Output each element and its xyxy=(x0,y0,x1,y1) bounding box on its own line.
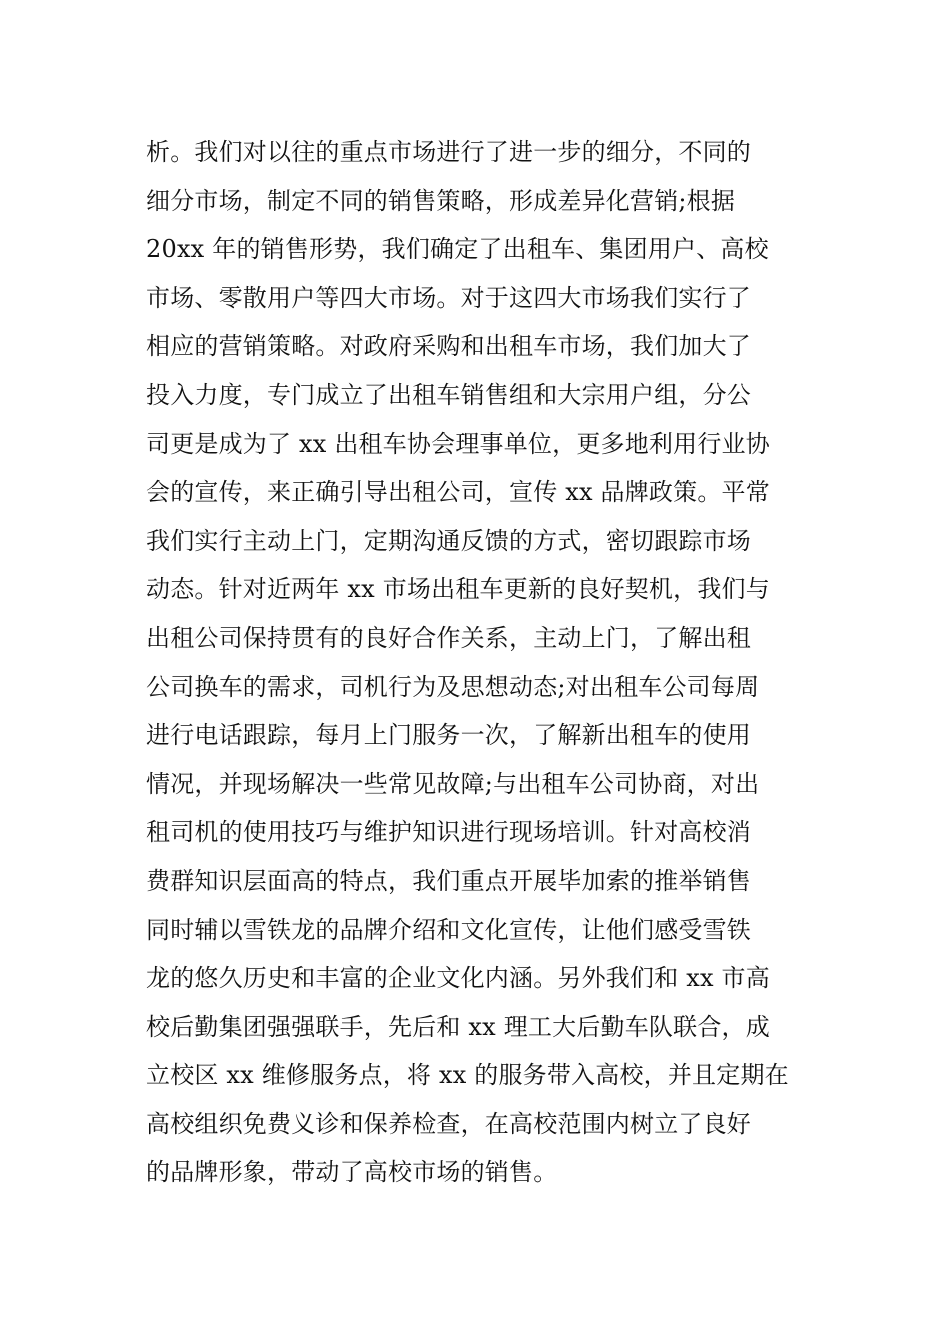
text-line: 司更是成为了 xx 出租车协会理事单位，更多地利用行业协 xyxy=(146,429,770,458)
text-line: 析。我们对以往的重点市场进行了进一步的细分，不同的 xyxy=(146,138,751,166)
text-line: 投入力度，专门成立了出租车销售组和大宗用户组，分公 xyxy=(146,380,751,409)
text-line: 会的宣传，来正确引导出租公司，宣传 xx 品牌政策。平常 xyxy=(146,478,770,507)
text-line: 情况，并现场解决一些常见故障;与出租车公司协商，对出 xyxy=(146,769,760,798)
text-line: 立校区 xx 维修服务点，将 xx 的服务带入高校，并且定期在 xyxy=(146,1061,789,1090)
text-line: 动态。针对近两年 xx 市场出租车更新的良好契机，我们与 xyxy=(146,575,770,604)
text-line: 我们实行主动上门，定期沟通反馈的方式，密切跟踪市场 xyxy=(146,526,751,555)
text-line: 市场、零散用户等四大市场。对于这四大市场我们实行了 xyxy=(146,283,751,312)
text-line: 的品牌形象，带动了高校市场的销售。 xyxy=(146,1158,558,1187)
text-line: 20xx 年的销售形势，我们确定了出租车、集团用户、高校 xyxy=(146,235,769,264)
text-line: 校后勤集团强强联手，先后和 xx 理工大后勤车队联合，成 xyxy=(146,1012,770,1041)
text-line: 相应的营销策略。对政府采购和出租车市场，我们加大了 xyxy=(146,332,751,361)
text-line: 同时辅以雪铁龙的品牌介绍和文化宣传，让他们感受雪铁 xyxy=(146,915,751,944)
text-line: 进行电话跟踪，每月上门服务一次，了解新出租车的使用 xyxy=(146,721,751,750)
text-line: 细分市场，制定不同的销售策略，形成差异化营销;根据 xyxy=(146,186,736,215)
text-line: 高校组织免费义诊和保养检查，在高校范围内树立了良好 xyxy=(146,1109,751,1138)
text-line: 公司换车的需求，司机行为及思想动态;对出租车公司每周 xyxy=(146,672,760,701)
text-line: 出租公司保持贯有的良好合作关系，主动上门，了解出租 xyxy=(146,623,751,652)
text-line: 费群知识层面高的特点，我们重点开展毕加索的推举销售 xyxy=(146,866,751,895)
text-line: 龙的悠久历史和丰富的企业文化内涵。另外我们和 xx 市高 xyxy=(146,964,770,993)
body-text xyxy=(146,128,816,1197)
text-line: 租司机的使用技巧与维护知识进行现场培训。针对高校消 xyxy=(146,818,751,847)
